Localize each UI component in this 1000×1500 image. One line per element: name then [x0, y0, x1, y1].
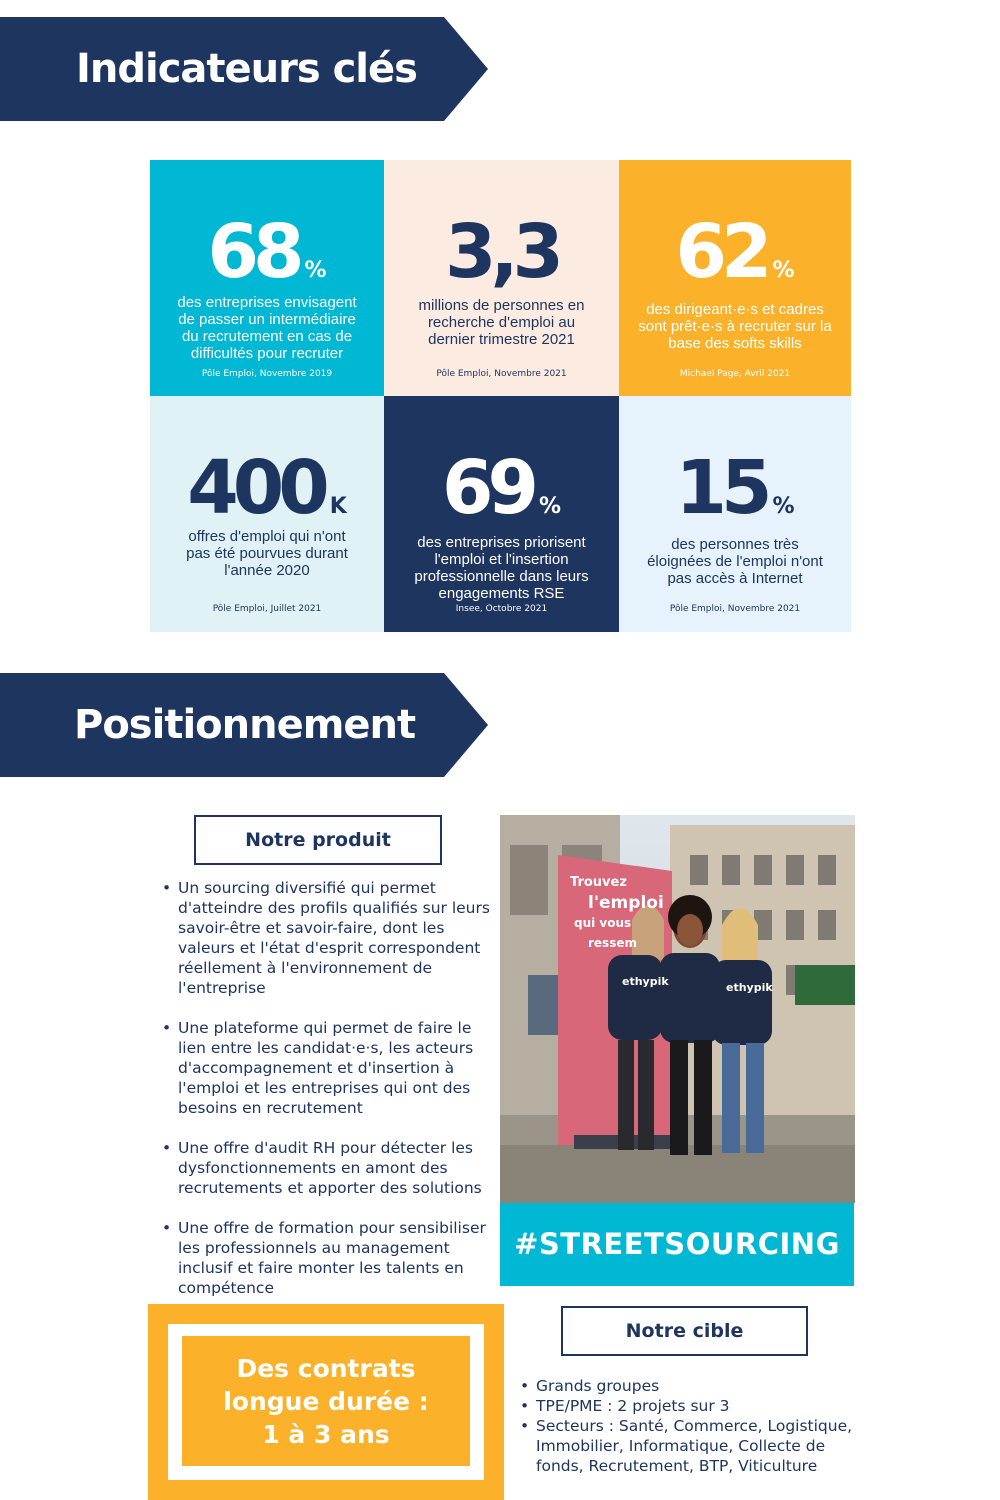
- stat-figure: [150, 210, 384, 294]
- stat-card: [619, 396, 851, 632]
- stat-unit: %: [772, 494, 795, 519]
- description-line: éloignées de l'emploi n'ont: [647, 553, 823, 570]
- stat-value: 400: [187, 445, 324, 531]
- stat-card: [619, 160, 851, 396]
- stat-value: 15: [675, 445, 767, 531]
- stat-description: [164, 528, 370, 579]
- stat-value: 3,3: [444, 209, 559, 295]
- stat-figure: [384, 446, 619, 530]
- cible-list: [520, 1376, 880, 1476]
- stat-figure: [619, 446, 851, 530]
- description-line: recherche d'emploi au: [427, 314, 576, 331]
- description-line: sont prêt·e·s à recruter sur la: [638, 318, 832, 335]
- description-line: millions de personnes en: [418, 297, 585, 314]
- stat-value: 68: [207, 209, 299, 295]
- stat-unit: %: [538, 494, 562, 519]
- contract-frame: [168, 1324, 484, 1480]
- stat-figure: [150, 446, 384, 530]
- stat-figure: [384, 210, 619, 294]
- stat-source: Pôle Emploi, Juillet 2021: [212, 604, 322, 614]
- description-line: pas été pourvues durant: [186, 545, 348, 562]
- section-title: Indicateurs clés: [76, 46, 417, 92]
- streetsourcing-hashtag: #STREETSOURCING: [500, 1203, 854, 1286]
- team-photo: [500, 815, 855, 1203]
- cible-heading: Notre cible: [561, 1306, 808, 1356]
- stat-description: [398, 297, 605, 348]
- produit-heading: Notre produit: [194, 815, 442, 865]
- contract-highlight: [148, 1304, 504, 1500]
- list-item: • TPE/PME : 2 projets sur 3: [520, 1396, 880, 1416]
- description-line: l'emploi et l'insertion: [434, 551, 569, 568]
- team-photo-illustration: [500, 815, 855, 1203]
- description-line: du recrutement en cas de: [181, 328, 353, 345]
- stat-unit: %: [304, 258, 327, 283]
- description-line: professionnelle dans leurs: [414, 568, 589, 585]
- contract-text: Des contrats longue durée : 1 à 3 ans: [182, 1336, 470, 1466]
- description-line: offres d'emploi qui n'ont: [188, 528, 346, 545]
- description-line: des dirigeant·e·s et cadres: [646, 301, 824, 318]
- stat-unit: K: [329, 494, 347, 519]
- stats-grid: [150, 160, 851, 632]
- sweater-logo: ethypik: [622, 975, 669, 988]
- stat-figure: [619, 210, 851, 294]
- sweater-logo: ethypik: [726, 981, 773, 994]
- list-item: • Secteurs : Santé, Commerce, Logistique, Immobilier, Informatique, Collecte de fonds, Recrutement, BTP, Viticulture: [520, 1416, 880, 1476]
- section-banner-positionnement: [0, 673, 488, 777]
- description-line: dernier trimestre 2021: [428, 331, 575, 348]
- description-line: des entreprises priorisent: [417, 534, 586, 551]
- stat-card: [384, 160, 619, 396]
- stat-source: Michael Page, Avril 2021: [679, 369, 791, 379]
- produit-list: [162, 878, 492, 1318]
- stat-description: [633, 301, 837, 352]
- list-item: • Un sourcing diversifié qui permet d'atteindre des profils qualifiés sur leurs savoir-être et savoir-faire, dont les valeurs et l'état d'esprit correspondent réellement à l'environnement de l'entreprise: [162, 878, 492, 998]
- stat-description: [633, 536, 837, 587]
- section-title: Positionnement: [74, 702, 416, 748]
- stat-source: Pôle Emploi, Novembre 2019: [201, 369, 333, 379]
- description-line: base des softs skills: [668, 335, 802, 352]
- list-item: • Une plateforme qui permet de faire le lien entre les candidat·e·s, les acteurs d'accompagnement et d'insertion à l'emploi et les entreprises qui ont des besoins en recrutement: [162, 1018, 492, 1118]
- description-line: difficultés pour recruter: [190, 345, 344, 362]
- stat-description: [164, 294, 370, 362]
- stat-value: 62: [675, 209, 767, 295]
- list-item: • Une offre de formation pour sensibiliser les professionnels au management inclusif et faire monter les talents en compétence: [162, 1218, 492, 1298]
- stat-card: [384, 396, 619, 632]
- description-line: des personnes très: [671, 536, 799, 553]
- stat-description: [398, 534, 605, 602]
- stat-unit: %: [772, 258, 795, 283]
- list-item: • Grands groupes: [520, 1376, 880, 1396]
- description-line: des entreprises envisagent: [177, 294, 357, 311]
- stat-card: [150, 396, 384, 632]
- description-line: engagements RSE: [438, 585, 565, 602]
- stat-source: Insee, Octobre 2021: [455, 604, 548, 614]
- list-item: • Une offre d'audit RH pour détecter les dysfonctionnements en amont des recrutements et apporter des solutions: [162, 1138, 492, 1198]
- description-line: l'année 2020: [224, 562, 310, 579]
- stat-source: Pôle Emploi, Novembre 2021: [669, 604, 801, 614]
- stat-card: [150, 160, 384, 396]
- section-banner-indicateurs: [0, 17, 488, 121]
- stat-value: 69: [441, 445, 533, 531]
- description-line: pas accès à Internet: [667, 570, 803, 587]
- stat-source: Pôle Emploi, Novembre 2021: [436, 369, 567, 379]
- banner-slogan: Trouvez l'emploi qui vous ressem: [570, 875, 664, 950]
- description-line: de passer un intermédiaire: [178, 311, 356, 328]
